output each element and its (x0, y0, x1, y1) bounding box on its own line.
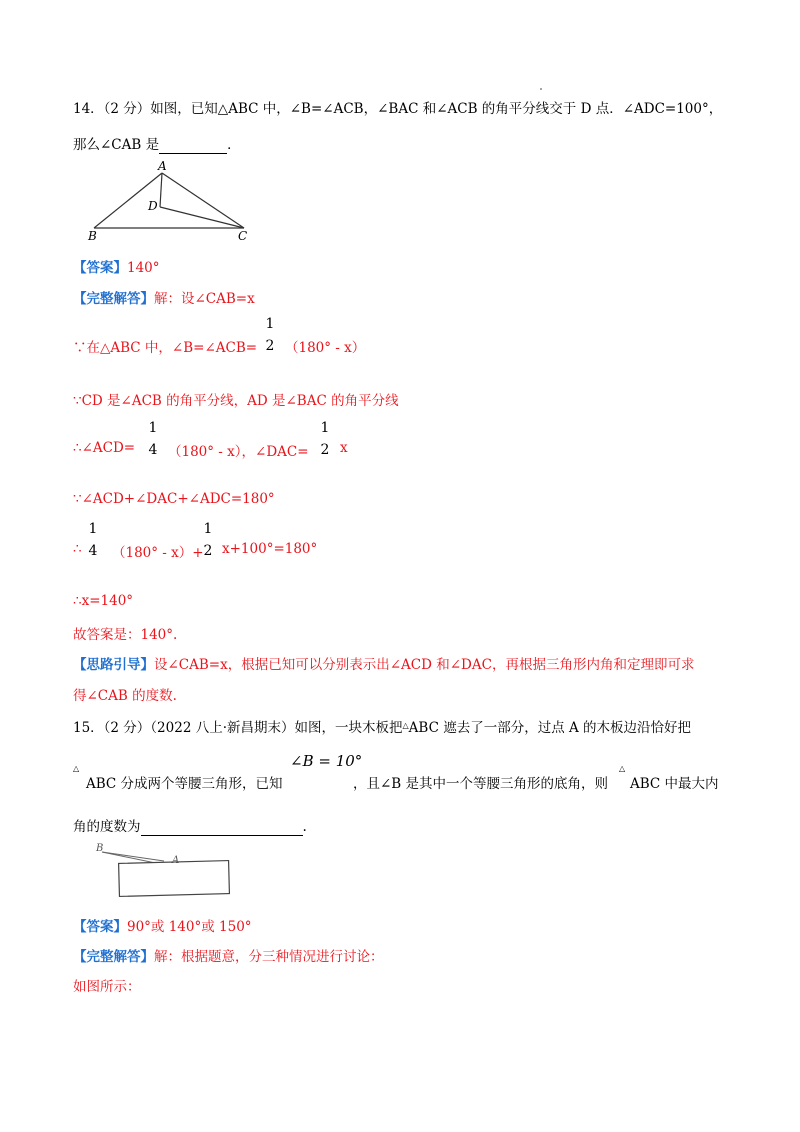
q14-hint-line1: 设∠CAB=x，根据已知可以分别表示出∠ACD 和∠DAC，再根据三角形内角和定理即可求 (154, 657, 695, 673)
q15-line2-b: ，且∠B 是其中一个等腰三角形的底角，则 (353, 776, 609, 792)
hint-tag: 【思路引导】 (73, 657, 154, 673)
q14-step3-post: x (340, 440, 348, 456)
q14-line2-text: 那么∠CAB 是 (73, 137, 160, 153)
fraction-quarter (146, 417, 160, 461)
q14-step3-pre: ∴∠ACD= (73, 440, 136, 456)
label-A: A (172, 855, 180, 866)
fraction-half (263, 313, 277, 357)
label-D: D (148, 199, 158, 213)
q14-line2-end: ． (227, 137, 241, 153)
q15-answer-row (73, 915, 252, 935)
q14-conclusion: 故答案是：140°. (73, 627, 178, 643)
q14-answer-row (73, 256, 160, 276)
q14-line1: 14．（2 分）如图，已知△ABC 中，∠B=∠ACB，∠BAC 和∠ACB 的角平分线交于 D 点．∠ADC=100°， (73, 101, 723, 117)
q14-step1-pre: ∵在△ABC 中，∠B=∠ACB= (73, 340, 258, 356)
triangle-symbol: △ (402, 721, 409, 730)
q15-line3-end: . (302, 819, 307, 835)
q15-line1-rest: ABC 遮去了一部分，过点 A 的木板边沿恰好把 (408, 720, 692, 736)
answer-tag: 【答案】 (73, 260, 127, 276)
fraction-numerator: 1 (203, 521, 213, 537)
q15-line1 (73, 716, 691, 736)
triangle-symbol: △ (619, 764, 626, 773)
q14-answer: 140° (127, 260, 160, 276)
fraction-quarter (86, 518, 100, 562)
q14-hint-line2: 得∠CAB 的度数. (73, 688, 177, 704)
fraction-numerator: 1 (148, 420, 158, 436)
q14-step2: ∵CD 是∠ACB 的角平分线，AD 是∠BAC 的角平分线 (73, 393, 399, 409)
q15-board-figure (90, 842, 240, 900)
q14-line2 (73, 133, 241, 154)
q15-line2-c: ABC 中最大内 (630, 776, 719, 792)
fraction-denominator: 4 (88, 543, 98, 559)
fraction-denominator: 2 (265, 338, 275, 354)
label-A: A (158, 160, 167, 173)
q14-step4: ∵∠ACD+∠DAC+∠ADC=180° (73, 491, 275, 507)
q14-answer-blank (159, 137, 227, 154)
q15-fig-caption: 如图所示： (73, 979, 141, 995)
fraction-numerator: 1 (320, 420, 330, 436)
fraction-half (318, 417, 332, 461)
q15-answer-blank (141, 819, 303, 836)
q14-step1-post: （180° - x） (285, 340, 366, 356)
q14-triangle-figure (80, 160, 260, 242)
q14-step3-mid: （180° - x），∠DAC= (168, 444, 309, 460)
q14-hint-row (73, 653, 694, 673)
q14-solution-row (73, 287, 255, 307)
label-B: B (96, 843, 104, 854)
q14-solution-intro: 解：设∠CAB=x (154, 291, 255, 307)
label-B: B (88, 229, 97, 242)
q15-line2-a: ABC 分成两个等腰三角形，已知 (86, 776, 283, 792)
q14-step5-mid: （180° - x）+ (112, 545, 204, 561)
label-C: C (238, 229, 248, 242)
fraction-denominator: 4 (148, 442, 158, 458)
q15-line1-text: 15．（2 分）（2022 八上·新昌期末）如图，一块木板把 (73, 720, 403, 736)
q15-line3-text: 角的度数为 (73, 819, 141, 835)
fraction-numerator: 1 (88, 521, 98, 537)
answer-tag: 【答案】 (73, 919, 127, 935)
corner-mark (540, 88, 542, 90)
q15-solution-intro: 解：根据题意，分三种情况进行讨论： (154, 949, 384, 965)
fraction-numerator: 1 (265, 316, 275, 332)
q15-formula: ∠B = 10° (290, 752, 363, 770)
triangle-symbol: △ (73, 764, 80, 773)
q14-step6: ∴x=140° (73, 593, 134, 609)
q15-line3 (73, 815, 307, 836)
q15-answer: 90°或 140°或 150° (127, 919, 252, 935)
q14-step5-post: x+100°=180° (222, 541, 318, 557)
fraction-half (201, 518, 215, 562)
solution-tag: 【完整解答】 (73, 291, 154, 307)
q14-step5-pre: ∴ (73, 541, 82, 557)
fraction-denominator: 2 (320, 442, 330, 458)
solution-tag: 【完整解答】 (73, 949, 154, 965)
q15-solution-row (73, 945, 384, 965)
fraction-denominator: 2 (203, 543, 213, 559)
